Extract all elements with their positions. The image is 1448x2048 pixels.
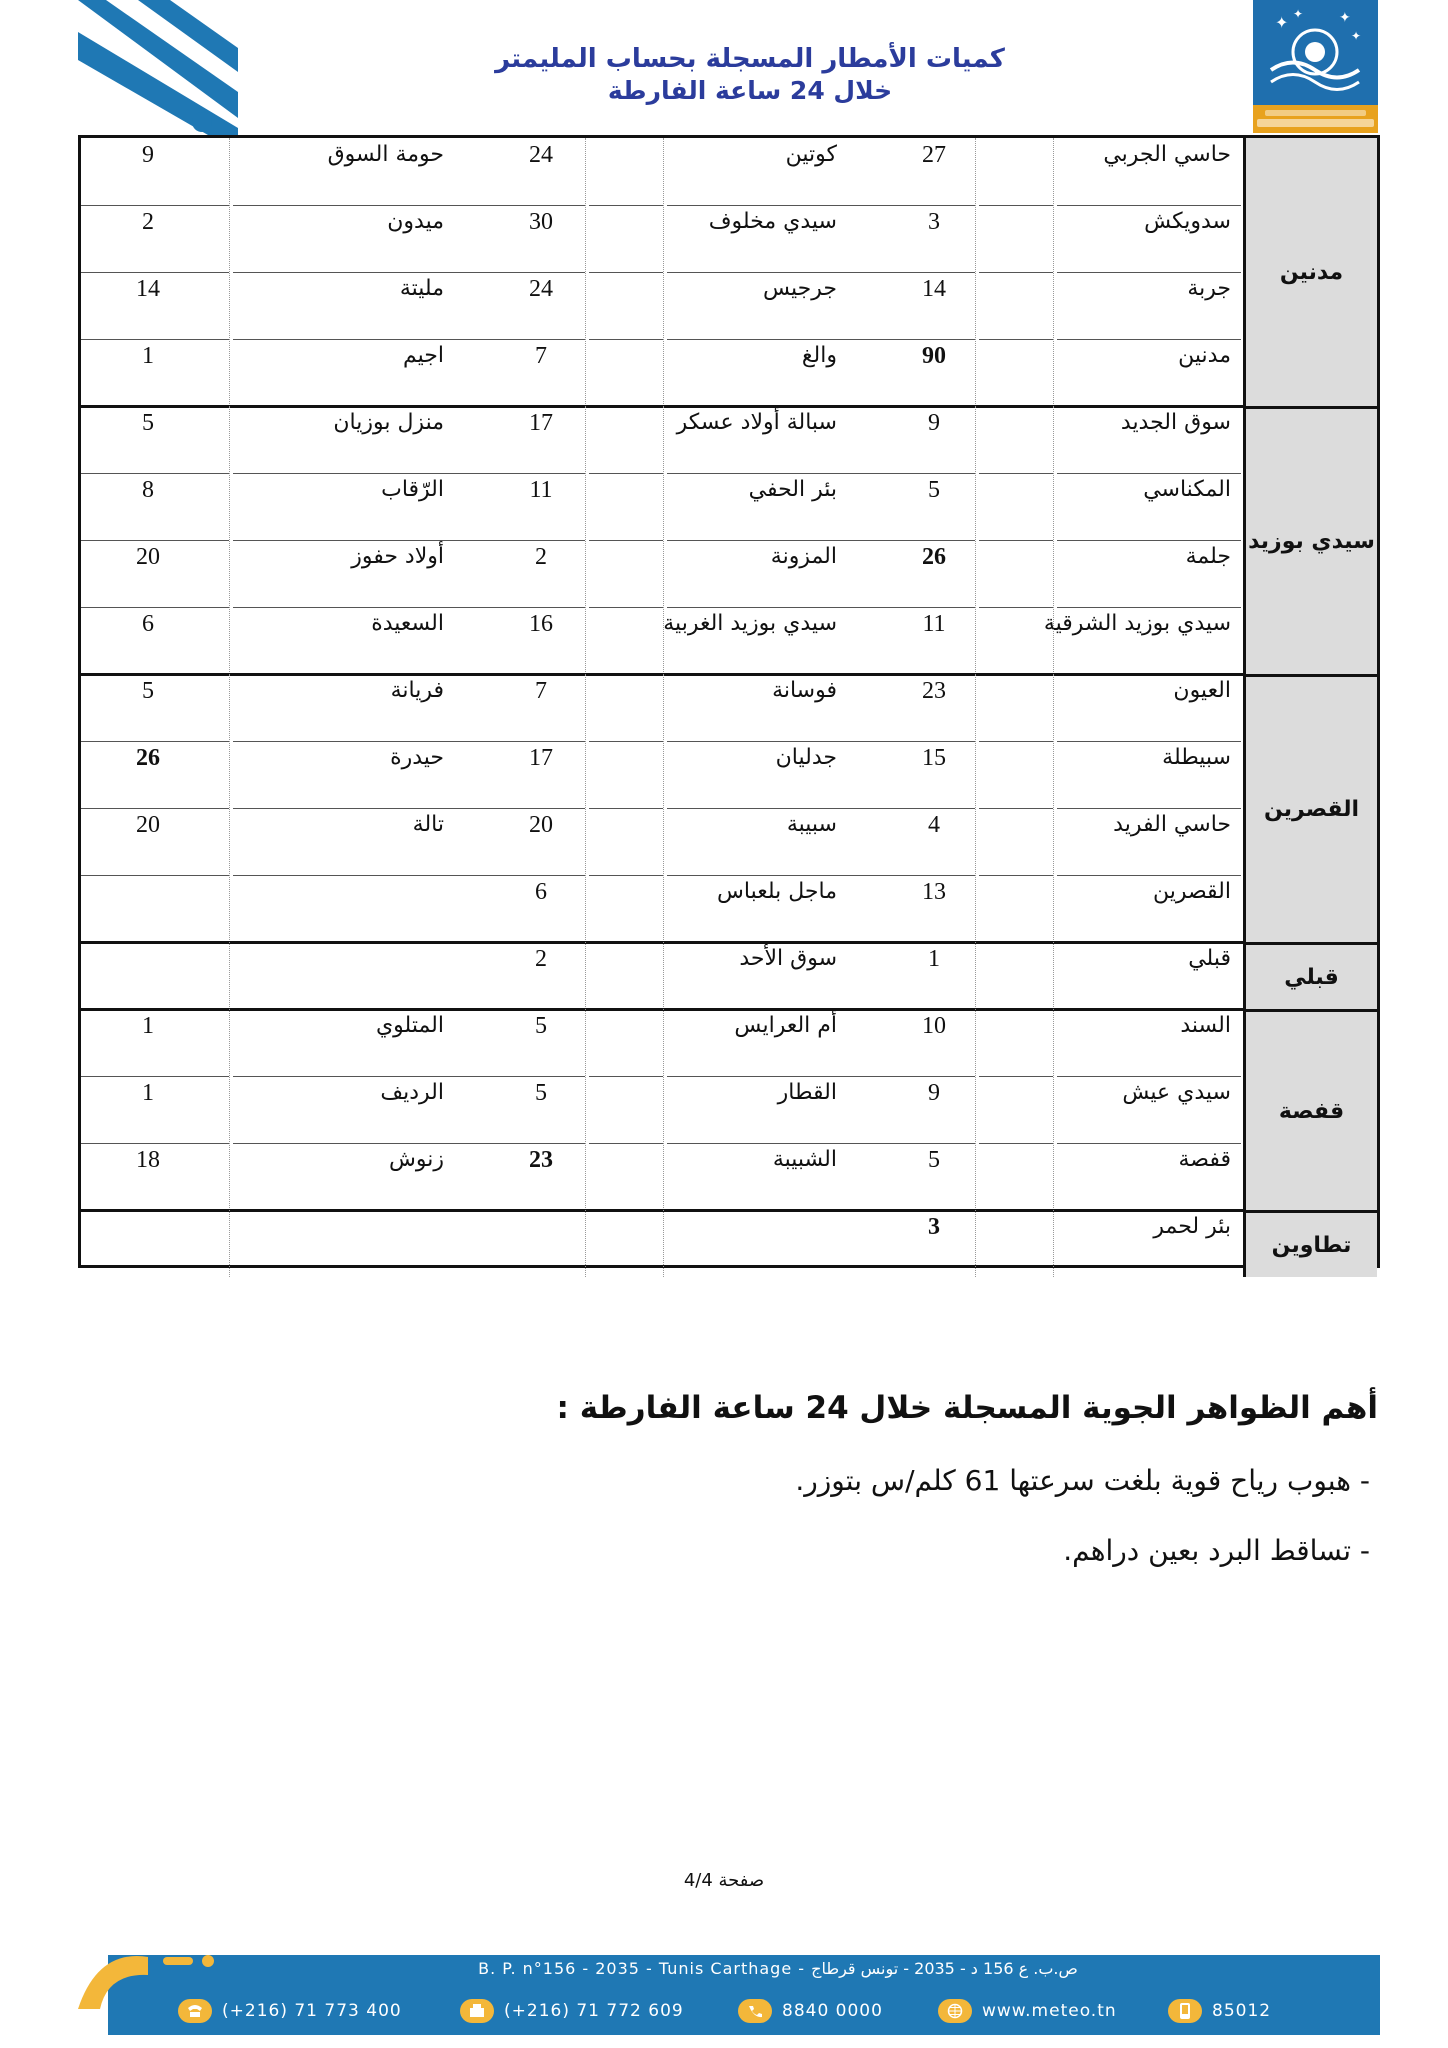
rainfall-value: 3 [928,209,940,235]
station-name: قفصة [1178,1147,1231,1172]
rainfall-value: 1 [142,343,154,369]
rainfall-value: 5 [142,410,154,436]
rainfall-value: 17 [529,410,553,436]
station-name: جدليان [775,745,837,770]
station-name: ماجل بلعباس [717,879,837,904]
station-name: العيون [1173,678,1231,703]
rainfall-value: 9 [142,142,154,168]
station-name: جرجيس [762,276,837,301]
rainfall-value: 10 [922,1013,946,1039]
page-title: كميات الأمطار المسجلة بحساب المليمتر [495,44,1005,74]
station-name: مدنين [1178,343,1231,368]
region-name: مدنين [1243,138,1377,406]
station-name: فريانة [390,678,444,703]
rainfall-value: 2 [535,946,547,972]
station-name: سيدي بوزيد الغربية [663,611,837,636]
station-name: المزونة [770,544,837,569]
rainfall-value: 9 [928,1080,940,1106]
phone-icon [178,1999,212,2023]
rainfall-value: 20 [136,812,160,838]
rainfall-value: 30 [529,209,553,235]
station-name: زنوش [389,1147,444,1172]
station-name: والغ [801,343,837,368]
station-name: المكناسي [1143,477,1231,502]
station-name: ميدون [387,209,444,234]
station-name: اجيم [403,343,444,368]
svg-text:✦: ✦ [1351,29,1362,43]
station-name: جربة [1187,276,1231,301]
rainfall-value: 18 [136,1147,160,1173]
rainfall-value: 24 [529,142,553,168]
rainfall-value: 7 [535,678,547,704]
footer-website[interactable]: www.meteo.tn [938,1999,1117,2023]
rainfall-value: 2 [535,544,547,570]
station-name: فوسانة [772,678,837,703]
rainfall-value: 23 [922,678,946,704]
rainfall-value: 5 [535,1013,547,1039]
region-name: تطاوين [1243,1210,1377,1277]
station-name: أم العرايس [734,1013,837,1038]
rainfall-value: 5 [535,1080,547,1106]
footer-fax: (+216) 71 772 609 [460,1999,684,2023]
station-name: كوتين [785,142,837,167]
phenomenon-item: - تساقط البرد بعين دراهم. [1063,1534,1370,1567]
rainfall-value: 20 [136,544,160,570]
station-name: الشبيبة [772,1147,837,1172]
rainfall-value: 8 [142,477,154,503]
region-name: سيدي بوزيد [1243,406,1377,674]
rainfall-value: 26 [922,544,946,570]
fax-icon [460,1999,494,2023]
rainfall-value: 16 [529,611,553,637]
station-name: حومة السوق [327,142,444,167]
rainfall-value: 90 [922,343,946,369]
footer-bar [78,1955,1380,2035]
station-name: الرديف [380,1080,444,1105]
rainfall-value: 5 [928,477,940,503]
hotline-phone-icon [738,1999,772,2023]
rainfall-value: 7 [535,343,547,369]
rainfall-value: 13 [922,879,946,905]
phenomenon-item: - هبوب رياح قوية بلغت سرعتها 61 كلم/س بتوزر. [795,1464,1370,1497]
station-name: الرّقاب [381,477,444,502]
station-name: مليتة [399,276,444,301]
rainfall-value: 24 [529,276,553,302]
station-name: سوق الجديد [1120,410,1231,435]
station-name: سيدي بوزيد الشرقية [1043,611,1231,636]
station-name: حاسي الجربي [1103,142,1231,167]
station-name: المتلوي [375,1013,444,1038]
station-name: سيدي عيش [1122,1080,1231,1105]
rainfall-value: 2 [142,209,154,235]
station-name: سدويكش [1144,209,1231,234]
station-name: السند [1180,1013,1231,1038]
rainfall-value: 1 [928,946,940,972]
page-subtitle: خلال 24 ساعة الفارطة [607,76,893,105]
rainfall-value: 6 [535,879,547,905]
rainfall-value: 5 [928,1147,940,1173]
rainfall-value: 14 [136,276,160,302]
footer-hotline: 8840 0000 [738,1999,883,2023]
inm-logo [1253,0,1378,133]
rainfall-value: 17 [529,745,553,771]
svg-text:✦: ✦ [1293,7,1304,21]
region-name: القصرين [1243,674,1377,942]
svg-text:✦: ✦ [1275,13,1289,32]
company-logo-stripes [78,0,238,135]
rainfall-value: 20 [529,812,553,838]
rainfall-value: 11 [922,611,946,637]
page-number: صفحة 4/4 [683,1870,765,1891]
rainfall-value: 9 [928,410,940,436]
rainfall-value: 27 [922,142,946,168]
rainfall-value: 3 [928,1214,940,1240]
rainfall-value: 11 [529,477,553,503]
station-name: السعيدة [371,611,444,636]
footer-phone: (+216) 71 773 400 [178,1999,402,2023]
station-name: سبيطلة [1162,745,1231,770]
rainfall-value: 1 [142,1080,154,1106]
region-name: قبلي [1243,942,1377,1009]
station-name: بئر لحمر [1153,1214,1231,1239]
footer-address: B. P. n°156 - 2035 - Tunis Carthage - ص.ب. ع 156 د - 2035 - تونس قرطاج [478,1959,1078,1978]
station-name: سبالة أولاد عسكر [676,410,837,435]
station-name: القصرين [1152,879,1231,904]
rainfall-value: 15 [922,745,946,771]
rainfall-value: 5 [142,678,154,704]
station-name: سوق الأحد [739,946,837,971]
mobile-icon [1168,1999,1202,2023]
svg-text:✦: ✦ [1339,10,1351,26]
station-name: القطار [777,1080,837,1105]
rainfall-value: 23 [529,1147,553,1173]
station-name: بئر الحفي [748,477,837,502]
phenomena-title: أهم الظواهر الجوية المسجلة خلال 24 ساعة الفارطة : [556,1390,1378,1426]
station-name: تالة [412,812,444,837]
station-name: قبلي [1188,946,1231,971]
rainfall-value: 26 [136,745,160,771]
rainfall-value: 14 [922,276,946,302]
rainfall-table [78,135,1380,1268]
globe-icon [938,1999,972,2023]
station-name: أولاد حفوز [351,544,444,569]
station-name: جلمة [1185,544,1231,569]
station-name: منزل بوزيان [333,410,444,435]
station-name: حاسي الفريد [1113,812,1231,837]
station-name: سبيبة [786,812,837,837]
rainfall-value: 6 [142,611,154,637]
footer-sms: 85012 [1168,1999,1271,2023]
region-name: قفصة [1243,1009,1377,1210]
rainfall-value: 4 [928,812,940,838]
station-name: سيدي مخلوف [708,209,837,234]
rainfall-value: 1 [142,1013,154,1039]
station-name: حيدرة [390,745,444,770]
